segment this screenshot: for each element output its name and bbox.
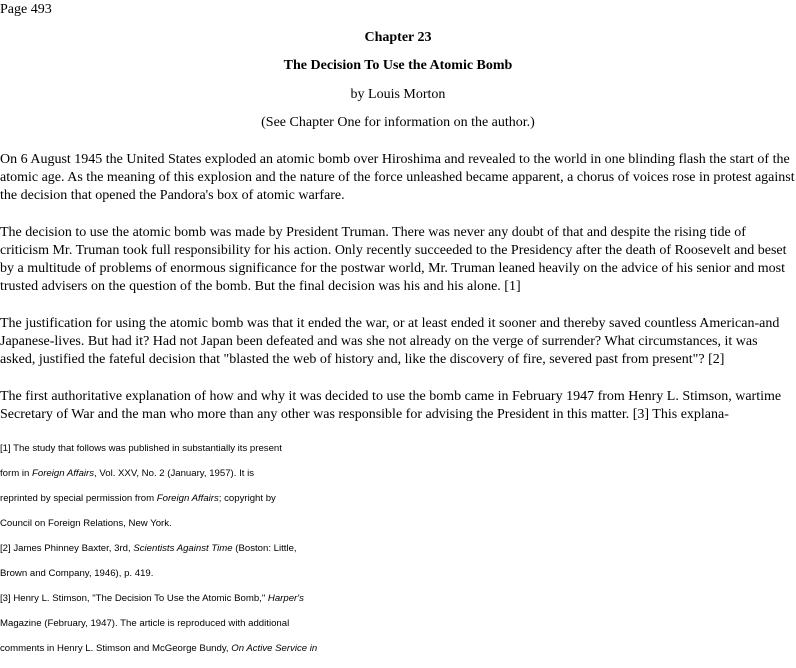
footnote-line bbox=[0, 568, 796, 580]
footnote-text: reprinted by special permission from bbox=[0, 493, 157, 504]
footnote-line bbox=[0, 643, 796, 655]
paragraph: The decision to use the atomic bomb was made by President Truman. There was never any doubt of that and despite the rising tide of criticism Mr. Truman took full responsibility for his action. Only recently succeeded to the Presidency after the death of Roosevelt and beset by a multitude of problems of enormous significance for the postwar world, Mr. Truman leaned heavily on the advice of his senior and most trusted advisers on the question of the bomb. But the final decision was his and his alone. [1] bbox=[0, 225, 787, 294]
paragraph: The first authoritative explanation of how and why it was decided to use the bomb came in February 1947 from Henry L. Stimson, wartime Secretary of War and the man who more than any other was responsible for advising the President in this matter. [3] This explana- bbox=[0, 389, 782, 422]
footnote-line bbox=[0, 543, 796, 555]
footnote-line bbox=[0, 468, 796, 480]
footnote-text: [1] The study that follows was published in substantially its present bbox=[0, 443, 282, 454]
footnote-italic: Foreign Affairs bbox=[156, 493, 219, 504]
chapter-heading: Chapter 23 bbox=[364, 30, 432, 45]
page-number: Page 493 bbox=[0, 2, 52, 17]
footnote-italic: Harper's bbox=[267, 593, 304, 604]
footnote-text: (Boston: Little, bbox=[232, 543, 297, 554]
footnote-line bbox=[0, 518, 796, 530]
chapter-title: The Decision To Use the Atomic Bomb bbox=[283, 58, 513, 73]
footnote-italic: On Active Service in bbox=[231, 643, 318, 654]
footnote-text: comments in Henry L. Stimson and McGeorge Bundy, bbox=[0, 643, 232, 654]
footnote-text: Council on Foreign Relations, New York. bbox=[0, 518, 172, 529]
footnote-line bbox=[0, 618, 796, 630]
paragraph: On 6 August 1945 the United States exploded an atomic bomb over Hiroshima and revealed to the world in one blinding flash the start of the atomic age. As the meaning of this explosion and the nature of the force unleashed became apparent, a chorus of voices rose in protest against the decision that opened the Pandora's box of atomic warfare. bbox=[0, 152, 795, 203]
footnote-text: [2] James Phinney Baxter, 3rd, bbox=[0, 543, 134, 554]
footnote-text: Magazine (February, 1947). The article is reproduced with additional bbox=[0, 618, 290, 629]
paragraph: The justification for using the atomic bomb was that it ended the war, or at least ended it sooner and thereby saved countless American-and Japanese-lives. But had it? Had not Japan been defeated and was she not already on the verge of surrender? What circumstances, it was asked, justified the fateful decision that "blasted the web of history and, like the discovery of fire, severed past from present"? [2] bbox=[0, 316, 780, 367]
footnote-line bbox=[0, 593, 796, 605]
footnote-italic: Foreign Affairs bbox=[32, 468, 95, 479]
footnote-text: [3] Henry L. Stimson, "The Decision To Use the Atomic Bomb," bbox=[0, 593, 268, 604]
footnotes bbox=[0, 443, 796, 655]
byline: by Louis Morton bbox=[350, 87, 446, 102]
footnote-italic: Scientists Against Time bbox=[133, 543, 233, 554]
footnote-text: , Vol. XXV, No. 2 (January, 1957). It is bbox=[94, 468, 255, 479]
footnote-line bbox=[0, 443, 796, 455]
author-note: (See Chapter One for information on the author.) bbox=[261, 115, 535, 130]
footnote-text: form in bbox=[0, 468, 32, 479]
footnote-text: Brown and Company, 1946), p. 419. bbox=[0, 568, 154, 579]
footnote-text: ; copyright by bbox=[218, 493, 276, 504]
body-text bbox=[0, 151, 796, 424]
footnote-line bbox=[0, 493, 796, 505]
